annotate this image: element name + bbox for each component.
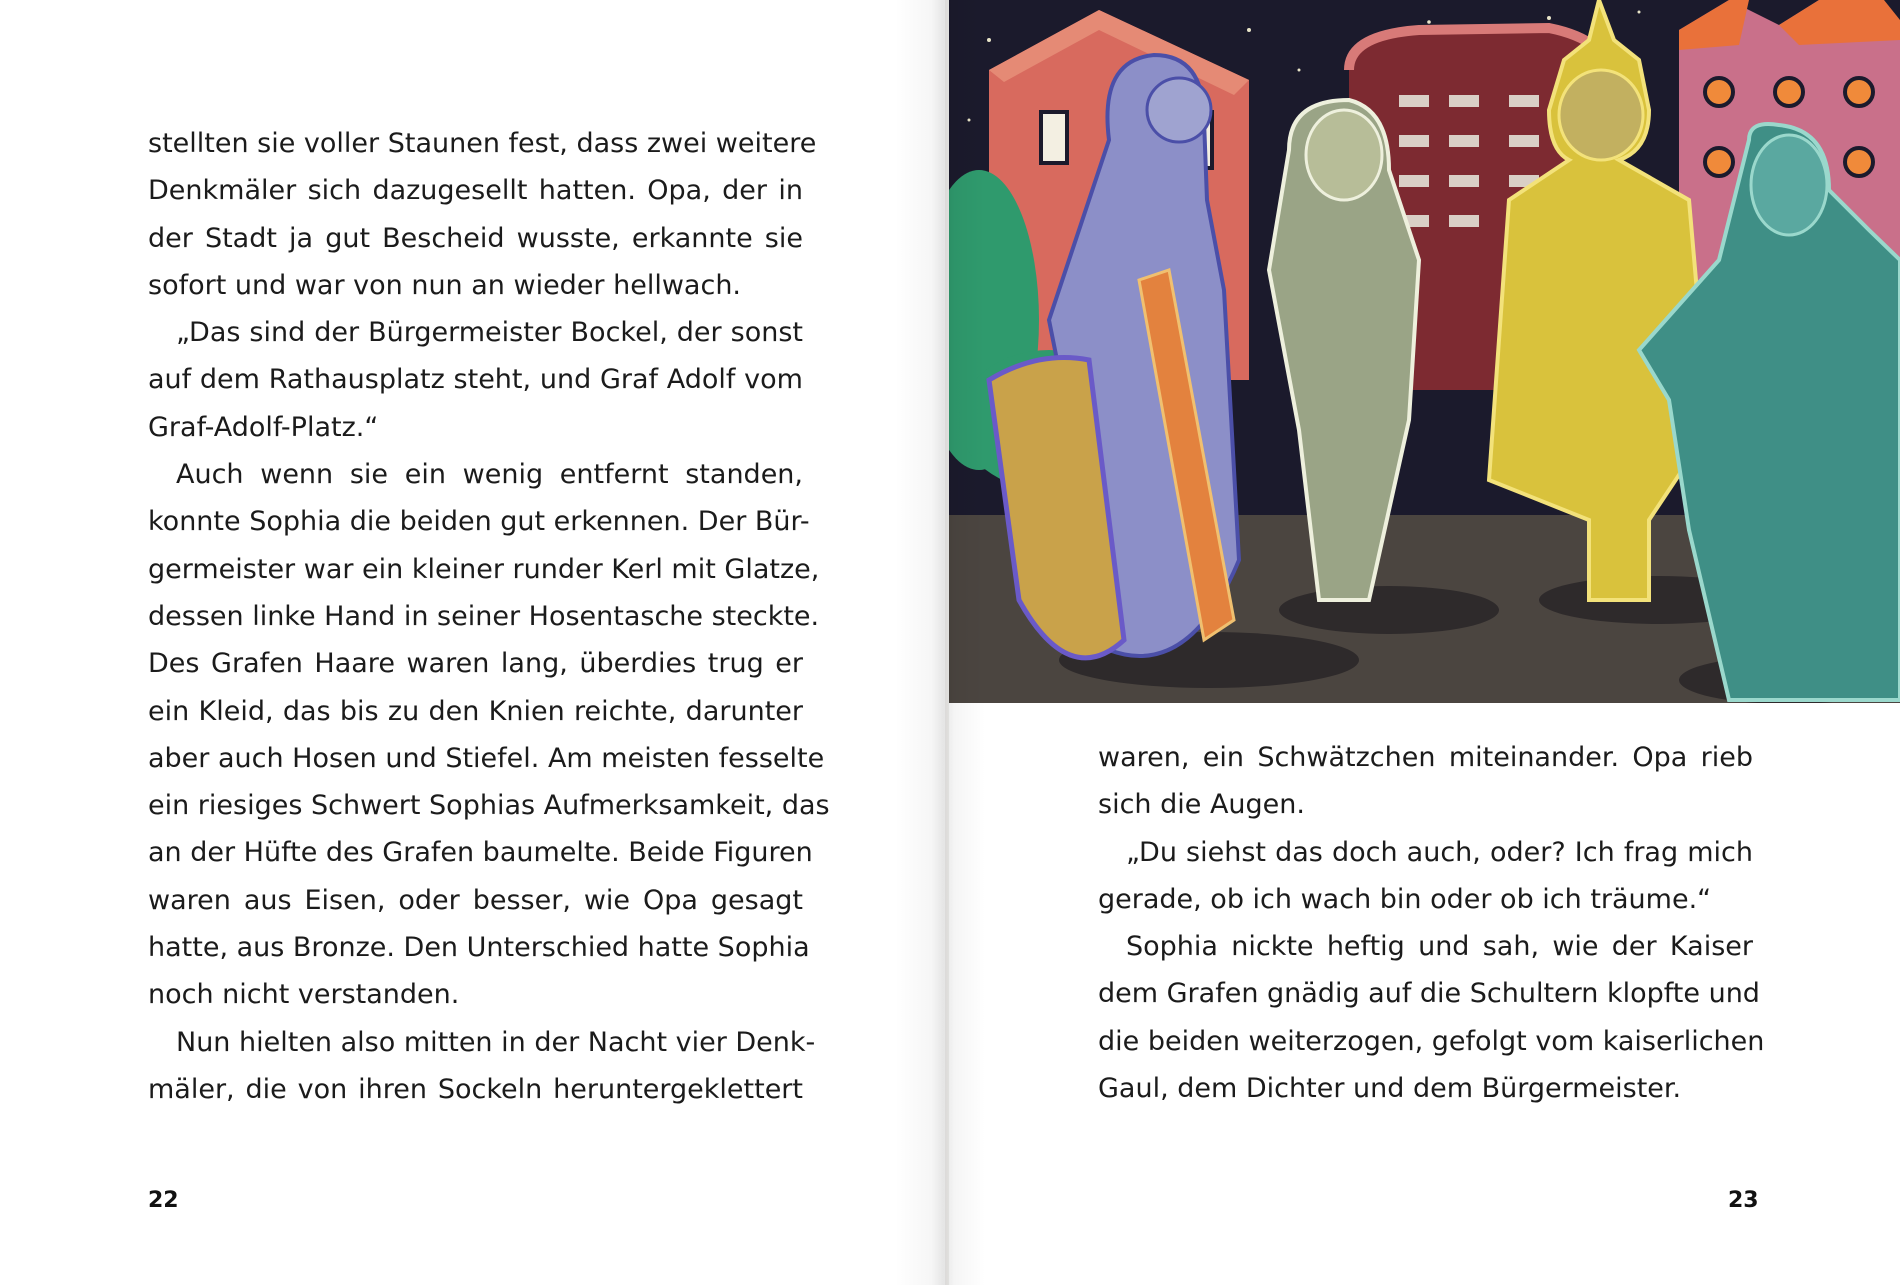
text-line: ein riesiges Schwert Sophias Aufmerksamkeit, das <box>148 790 830 822</box>
left-page-text <box>148 120 830 1113</box>
page-number-right: 23 <box>1728 1188 1759 1213</box>
text-line: „Du siehst das doch auch, oder? Ich frag mich <box>1126 836 1753 868</box>
text-line: die beiden weiterzogen, gefolgt vom kaiserlichen <box>1098 1025 1765 1057</box>
text-line: hatte, aus Bronze. Den Unterschied hatte Sophia <box>148 932 810 964</box>
text-line: der Stadt ja gut Bescheid wusste, erkannte sie <box>148 222 803 254</box>
text-line: Gaul, dem Dichter und dem Bürgermeister. <box>1098 1073 1682 1105</box>
text-line: mäler, die von ihren Sockeln heruntergeklettert <box>148 1073 803 1105</box>
illustration-svg <box>949 0 1900 703</box>
text-line: Des Grafen Haare waren lang, überdies trug er <box>148 648 803 680</box>
text-line: noch nicht verstanden. <box>148 979 460 1011</box>
text-line: Sophia nickte heftig und sah, wie der Kaiser <box>1126 931 1753 963</box>
text-line: sich die Augen. <box>1098 789 1305 821</box>
text-line: stellten sie voller Staunen fest, dass zwei weitere <box>148 128 817 159</box>
text-line: germeister war ein kleiner runder Kerl mit Glatze, <box>148 553 820 585</box>
illustration-night-statues <box>949 0 1900 703</box>
text-line: gerade, ob ich wach bin oder ob ich träume.“ <box>1098 883 1712 915</box>
page-number-left: 22 <box>148 1188 179 1213</box>
text-line: Auch wenn sie ein wenig entfernt standen, <box>176 459 803 491</box>
text-line: waren aus Eisen, oder besser, wie Opa gesagt <box>148 884 803 916</box>
text-line: waren, ein Schwätzchen miteinander. Opa rieb <box>1098 742 1753 773</box>
text-line: „Das sind der Bürgermeister Bockel, der sonst <box>176 317 803 349</box>
text-line: konnte Sophia die beiden gut erkennen. Der Bür- <box>148 506 810 538</box>
text-line: an der Hüfte des Grafen baumelte. Beide Figuren <box>148 837 813 869</box>
text-line: sofort und war von nun an wieder hellwach. <box>148 269 742 301</box>
text-line: dessen linke Hand in seiner Hosentasche steckte. <box>148 600 820 632</box>
text-line: auf dem Rathausplatz steht, und Graf Adolf vom <box>148 364 803 396</box>
text-line: Graf-Adolf-Platz.“ <box>148 411 379 443</box>
right-page-text <box>1098 734 1765 1112</box>
text-line: aber auch Hosen und Stiefel. Am meisten fesselte <box>148 742 825 774</box>
text-line: dem Grafen gnädig auf die Schultern klopfte und <box>1098 978 1760 1010</box>
left-page <box>0 0 945 1285</box>
text-line: Nun hielten also mitten in der Nacht vier Denk- <box>176 1026 816 1058</box>
text-line: Denkmäler sich dazugesellt hatten. Opa, der in <box>148 175 803 207</box>
text-line: ein Kleid, das bis zu den Knien reichte, darunter <box>148 695 803 727</box>
